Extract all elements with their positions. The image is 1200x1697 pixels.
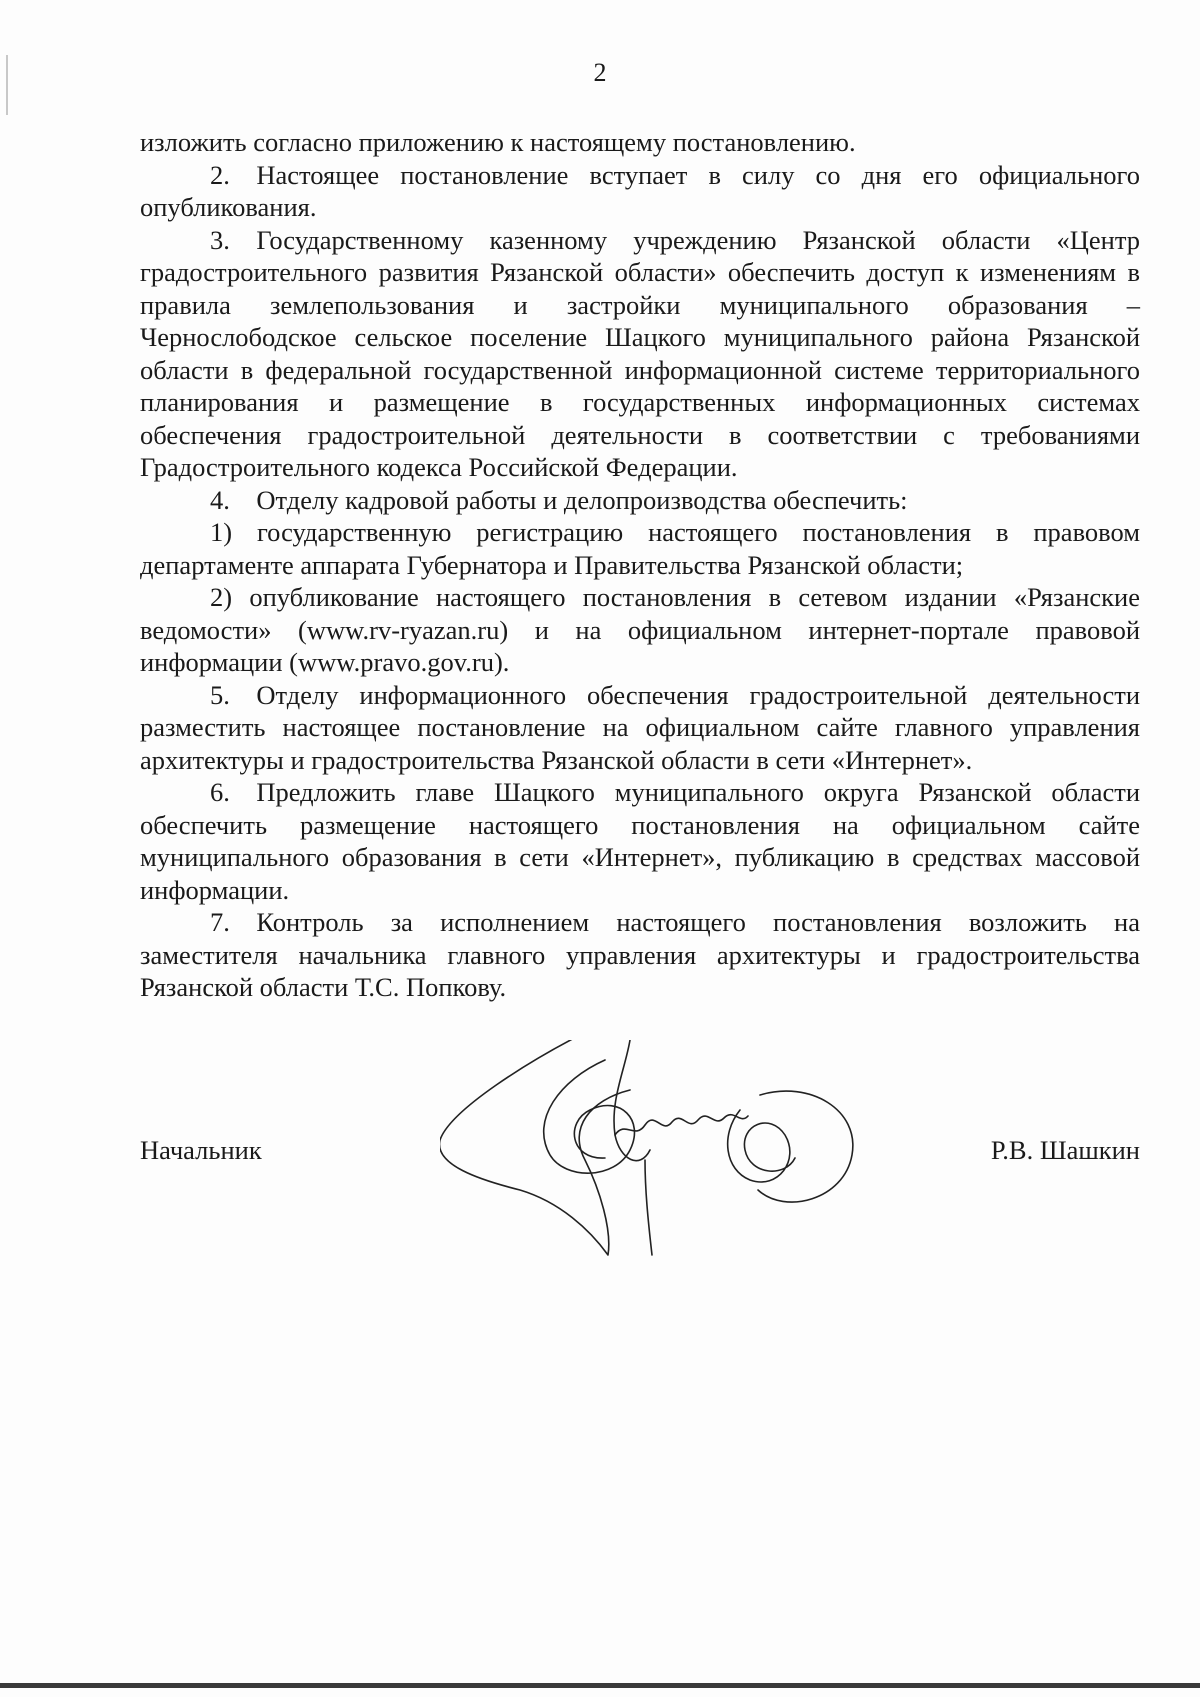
document-body: [140, 126, 1140, 1004]
signatory-name: Р.В. Шашкин: [990, 1135, 1140, 1165]
paragraph-item-2: 2. Настоящее постановление вступает в силу со дня его официального опубликования.: [140, 159, 1140, 222]
signature-block: [140, 1134, 1140, 1174]
scan-bottom-edge: [0, 1683, 1200, 1688]
paragraph-continuation: изложить согласно приложению к настоящему постановлению.: [140, 127, 856, 157]
paragraph-item-4: 4. Отделу кадровой работы и делопроизводства обеспечить:: [210, 484, 908, 515]
paragraph-item-3: 3. Государственному казенному учреждению Рязанской области «Центр градостроительного развития Рязанской области» обеспечить доступ к изменениям в правила землепользования и застройки муниципального образования – Чернослободское сельское поселение Шацкого муниципального района Рязанской области в федеральной государственной информационной системе территориального планирования и размещение в государственных информационных системах обеспечения градостроительной деятельности в соответствии с требованиями Градостроительного кодекса Российской Федерации.: [140, 224, 1140, 482]
paragraph-item-7: 7. Контроль за исполнением настоящего постановления возложить на заместителя начальника главного управления архитектуры и градостроительства Рязанской области Т.С. Попкову.: [140, 907, 1140, 1002]
page-number: 2: [593, 58, 607, 87]
paragraph-subitem-2: 2) опубликование настоящего постановления в сетевом издании «Рязанские ведомости» (www.rv-ryazan.ru) и на официальном интернет-портале правовой информации (www.pravo.gov.ru).: [140, 582, 1140, 677]
paragraph-subitem-1: 1) государственную регистрацию настоящего постановления в правовом департаменте аппарата Губернатора и Правительства Рязанской области;: [140, 517, 1140, 580]
paragraph-item-6: 6. Предложить главе Шацкого муниципального округа Рязанской области обеспечить размещение настоящего постановления на официальном сайте муниципального образования в сети «Интернет», публикацию в средствах массовой информации.: [140, 777, 1140, 905]
signatory-position: Начальник: [140, 1135, 262, 1165]
paragraph-item-5: 5. Отделу информационного обеспечения градостроительной деятельности разместить настоящее постановление на официальном сайте главного управления архитектуры и градостроительства Рязанской области в сети «Интернет».: [140, 679, 1140, 775]
